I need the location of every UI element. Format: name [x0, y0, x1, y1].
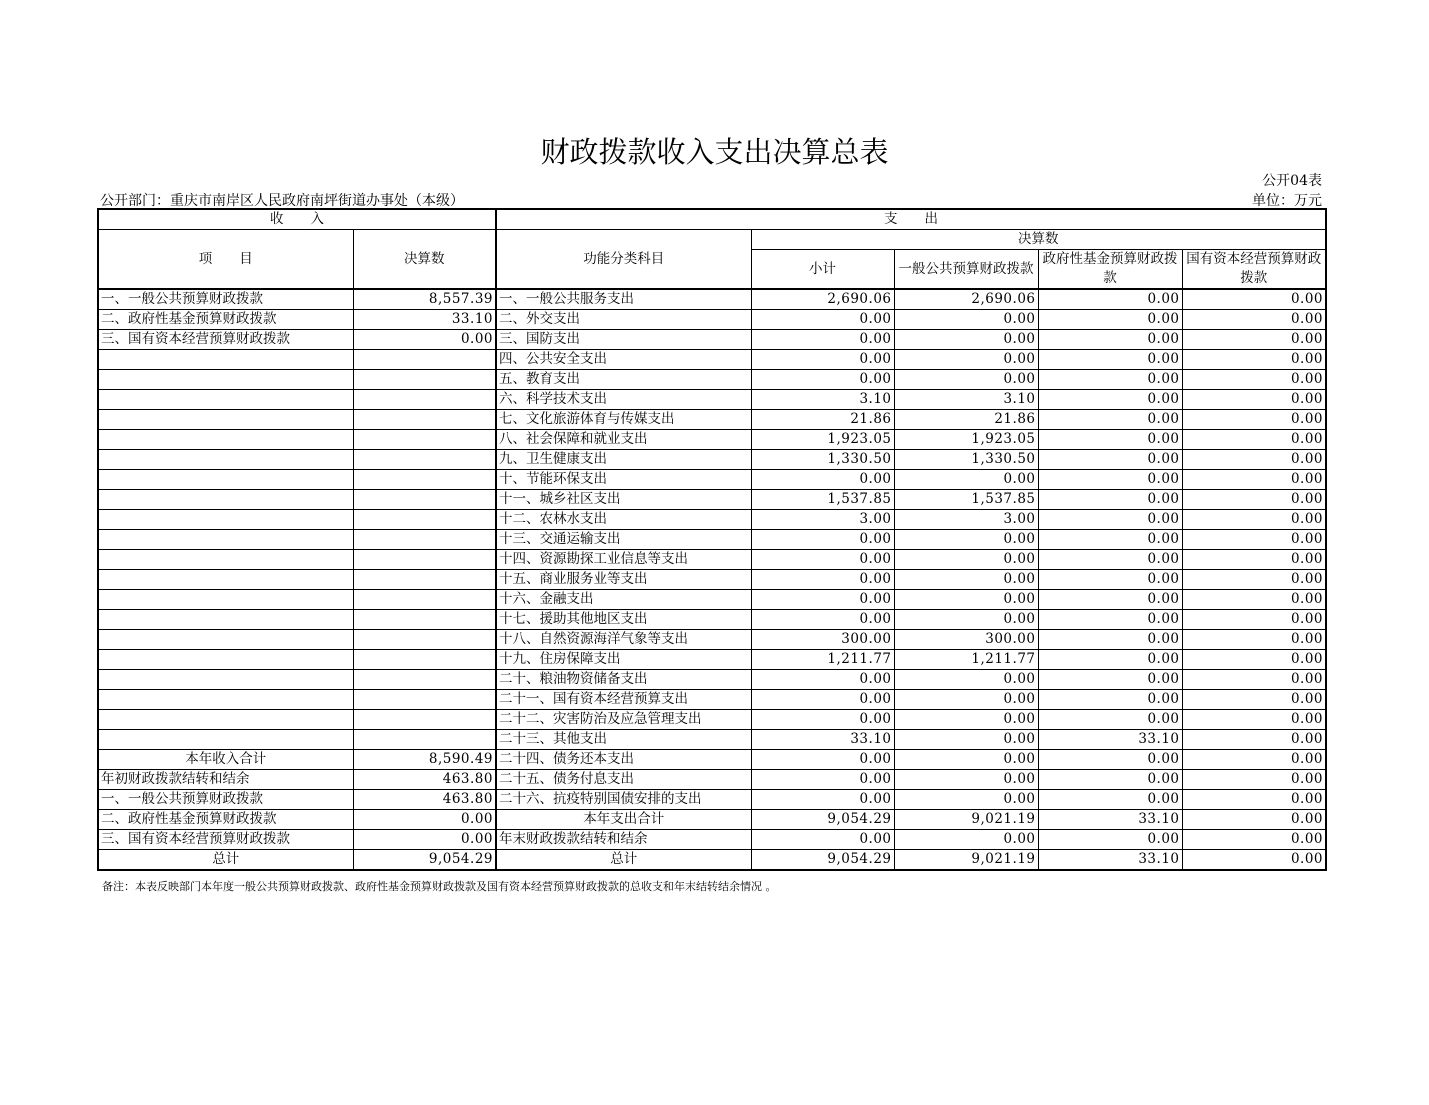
gov-fund-cell: 0.00 — [1038, 710, 1182, 730]
income-amount-cell — [353, 470, 496, 490]
expense-item-cell: 十二、农林水支出 — [496, 510, 751, 530]
subtotal-cell: 0.00 — [751, 330, 894, 350]
general-budget-cell: 3.00 — [894, 510, 1038, 530]
gov-fund-cell: 0.00 — [1038, 490, 1182, 510]
table-row — [98, 710, 1326, 730]
general-budget-cell: 0.00 — [894, 530, 1038, 550]
expense-section-header: 支 出 — [496, 209, 1326, 230]
general-budget-cell: 1,211.77 — [894, 650, 1038, 670]
expense-item-cell: 二十一、国有资本经营预算支出 — [496, 690, 751, 710]
general-budget-cell: 1,330.50 — [894, 450, 1038, 470]
income-item-cell: 本年收入合计 — [98, 750, 353, 770]
income-amount-cell: 0.00 — [353, 830, 496, 850]
expense-item-cell: 八、社会保障和就业支出 — [496, 430, 751, 450]
income-amount-cell — [353, 730, 496, 750]
gov-fund-cell: 33.10 — [1038, 730, 1182, 750]
income-item-cell — [98, 510, 353, 530]
subtotal-cell: 1,330.50 — [751, 450, 894, 470]
general-budget-cell: 9,021.19 — [894, 850, 1038, 871]
income-item-cell: 二、政府性基金预算财政拨款 — [98, 310, 353, 330]
table-row — [98, 370, 1326, 390]
income-item-cell: 一、一般公共预算财政拨款 — [98, 289, 353, 310]
subtotal-cell: 21.86 — [751, 410, 894, 430]
table-row — [98, 450, 1326, 470]
expense-item-cell: 十九、住房保障支出 — [496, 650, 751, 670]
table-row — [98, 289, 1326, 310]
gov-fund-cell: 0.00 — [1038, 570, 1182, 590]
general-budget-cell: 0.00 — [894, 570, 1038, 590]
table-row — [98, 510, 1326, 530]
subtotal-cell: 0.00 — [751, 750, 894, 770]
subtotal-cell: 3.10 — [751, 390, 894, 410]
subtotal-cell: 0.00 — [751, 830, 894, 850]
table-body — [98, 289, 1326, 870]
table-row — [98, 410, 1326, 430]
gov-fund-cell: 0.00 — [1038, 510, 1182, 530]
state-capital-cell: 0.00 — [1182, 470, 1326, 490]
expense-item-cell: 本年支出合计 — [496, 810, 751, 830]
general-budget-cell: 2,690.06 — [894, 289, 1038, 310]
income-item-cell: 总计 — [98, 850, 353, 871]
table-row — [98, 610, 1326, 630]
general-budget-cell: 9,021.19 — [894, 810, 1038, 830]
subtotal-cell: 0.00 — [751, 310, 894, 330]
subtotal-cell: 1,537.85 — [751, 490, 894, 510]
state-capital-cell: 0.00 — [1182, 530, 1326, 550]
income-amount-cell: 9,054.29 — [353, 850, 496, 871]
gov-fund-cell: 0.00 — [1038, 610, 1182, 630]
page-title: 财政拨款收入支出决算总表 — [540, 135, 889, 169]
income-item-cell — [98, 630, 353, 650]
state-capital-cell: 0.00 — [1182, 850, 1326, 871]
expense-item-cell: 二十、粮油物资储备支出 — [496, 670, 751, 690]
general-budget-cell: 0.00 — [894, 690, 1038, 710]
state-capital-cell: 0.00 — [1182, 310, 1326, 330]
gov-fund-cell: 0.00 — [1038, 370, 1182, 390]
state-capital-cell: 0.00 — [1182, 350, 1326, 370]
income-amount-cell — [353, 490, 496, 510]
expense-item-cell: 十六、金融支出 — [496, 590, 751, 610]
income-amount-cell: 0.00 — [353, 810, 496, 830]
subtotal-cell: 2,690.06 — [751, 289, 894, 310]
state-capital-cell: 0.00 — [1182, 730, 1326, 750]
expense-item-cell: 三、国防支出 — [496, 330, 751, 350]
income-amount-cell — [353, 430, 496, 450]
expense-item-cell: 十、节能环保支出 — [496, 470, 751, 490]
table-row — [98, 530, 1326, 550]
expense-item-cell: 十五、商业服务业等支出 — [496, 570, 751, 590]
gov-fund-cell: 0.00 — [1038, 750, 1182, 770]
final-amount-group-header: 决算数 — [751, 230, 1326, 250]
table-row — [98, 770, 1326, 790]
state-capital-cell: 0.00 — [1182, 510, 1326, 530]
expense-item-cell: 九、卫生健康支出 — [496, 450, 751, 470]
expense-item-cell: 十三、交通运输支出 — [496, 530, 751, 550]
subtotal-cell: 0.00 — [751, 550, 894, 570]
income-amount-cell: 8,557.39 — [353, 289, 496, 310]
state-capital-cell: 0.00 — [1182, 830, 1326, 850]
expense-item-cell: 二、外交支出 — [496, 310, 751, 330]
subtotal-cell: 0.00 — [751, 610, 894, 630]
table-row — [98, 750, 1326, 770]
income-item-cell — [98, 390, 353, 410]
table-row — [98, 470, 1326, 490]
general-budget-cell: 1,923.05 — [894, 430, 1038, 450]
general-budget-cell: 0.00 — [894, 670, 1038, 690]
function-category-column-header: 功能分类科目 — [496, 230, 751, 290]
state-capital-cell: 0.00 — [1182, 430, 1326, 450]
income-item-cell: 二、政府性基金预算财政拨款 — [98, 810, 353, 830]
subtotal-cell: 3.00 — [751, 510, 894, 530]
income-amount-cell — [353, 590, 496, 610]
income-amount-cell: 463.80 — [353, 790, 496, 810]
department-label: 公开部门：重庆市南岸区人民政府南坪街道办事处（本级） — [100, 193, 464, 209]
income-amount-cell — [353, 390, 496, 410]
income-item-cell — [98, 650, 353, 670]
state-capital-cell: 0.00 — [1182, 490, 1326, 510]
state-capital-cell: 0.00 — [1182, 570, 1326, 590]
subtotal-cell: 9,054.29 — [751, 810, 894, 830]
general-budget-cell: 0.00 — [894, 770, 1038, 790]
state-capital-cell: 0.00 — [1182, 670, 1326, 690]
general-budget-cell: 0.00 — [894, 310, 1038, 330]
expense-item-cell: 一、一般公共服务支出 — [496, 289, 751, 310]
subtotal-cell: 0.00 — [751, 590, 894, 610]
income-amount-cell — [353, 550, 496, 570]
gov-fund-cell: 0.00 — [1038, 530, 1182, 550]
gov-fund-cell: 0.00 — [1038, 790, 1182, 810]
income-amount-cell — [353, 450, 496, 470]
table-row — [98, 550, 1326, 570]
general-budget-cell: 21.86 — [894, 410, 1038, 430]
state-capital-cell: 0.00 — [1182, 810, 1326, 830]
income-item-cell — [98, 670, 353, 690]
income-item-cell — [98, 710, 353, 730]
expense-item-cell: 二十六、抗疫特别国债安排的支出 — [496, 790, 751, 810]
income-item-cell — [98, 370, 353, 390]
table-row — [98, 790, 1326, 810]
expense-item-cell: 四、公共安全支出 — [496, 350, 751, 370]
gov-fund-cell: 0.00 — [1038, 330, 1182, 350]
income-amount-cell — [353, 650, 496, 670]
state-capital-cell: 0.00 — [1182, 410, 1326, 430]
general-budget-cell: 0.00 — [894, 610, 1038, 630]
gov-fund-cell: 0.00 — [1038, 350, 1182, 370]
income-amount-cell: 8,590.49 — [353, 750, 496, 770]
gov-fund-cell: 0.00 — [1038, 390, 1182, 410]
unit-label: 单位：万元 — [1252, 193, 1322, 209]
general-budget-column-header: 一般公共预算财政拨款 — [894, 250, 1038, 290]
table-row — [98, 630, 1326, 650]
expense-item-cell: 总计 — [496, 850, 751, 871]
expense-item-cell: 七、文化旅游体育与传媒支出 — [496, 410, 751, 430]
income-item-cell: 一、一般公共预算财政拨款 — [98, 790, 353, 810]
income-item-cell — [98, 590, 353, 610]
gov-fund-cell: 0.00 — [1038, 430, 1182, 450]
income-amount-cell — [353, 410, 496, 430]
table-row — [98, 830, 1326, 850]
general-budget-cell: 0.00 — [894, 350, 1038, 370]
general-budget-cell: 0.00 — [894, 330, 1038, 350]
gov-fund-cell: 0.00 — [1038, 830, 1182, 850]
state-capital-cell: 0.00 — [1182, 289, 1326, 310]
general-budget-cell: 0.00 — [894, 710, 1038, 730]
gov-fund-cell: 0.00 — [1038, 289, 1182, 310]
expense-item-cell: 五、教育支出 — [496, 370, 751, 390]
expense-item-cell: 二十四、债务还本支出 — [496, 750, 751, 770]
table-row — [98, 570, 1326, 590]
gov-fund-cell: 0.00 — [1038, 770, 1182, 790]
table-row — [98, 310, 1326, 330]
table-row — [98, 850, 1326, 871]
state-capital-cell: 0.00 — [1182, 450, 1326, 470]
general-budget-cell: 0.00 — [894, 750, 1038, 770]
state-capital-cell: 0.00 — [1182, 550, 1326, 570]
subtotal-cell: 0.00 — [751, 350, 894, 370]
subtotal-cell: 0.00 — [751, 470, 894, 490]
gov-fund-cell: 0.00 — [1038, 690, 1182, 710]
state-capital-cell: 0.00 — [1182, 630, 1326, 650]
gov-fund-cell: 33.10 — [1038, 810, 1182, 830]
table-row — [98, 590, 1326, 610]
income-item-cell — [98, 450, 353, 470]
income-item-cell: 三、国有资本经营预算财政拨款 — [98, 330, 353, 350]
footnote: 备注：本表反映部门本年度一般公共预算财政拨款、政府性基金预算财政拨款及国有资本经营预算财政拨款的总收支和年末结转结余情况 。 — [102, 880, 777, 893]
state-capital-cell: 0.00 — [1182, 610, 1326, 630]
income-item-cell — [98, 350, 353, 370]
income-item-cell — [98, 530, 353, 550]
general-budget-cell: 0.00 — [894, 470, 1038, 490]
state-capital-cell: 0.00 — [1182, 370, 1326, 390]
subtotal-cell: 0.00 — [751, 790, 894, 810]
table-code: 公开04表 — [1262, 173, 1322, 189]
table-row — [98, 350, 1326, 370]
expense-item-cell: 二十三、其他支出 — [496, 730, 751, 750]
gov-fund-cell: 0.00 — [1038, 450, 1182, 470]
expense-item-cell: 二十二、灾害防治及应急管理支出 — [496, 710, 751, 730]
table-row — [98, 430, 1326, 450]
general-budget-cell: 0.00 — [894, 370, 1038, 390]
table-row — [98, 670, 1326, 690]
state-capital-cell: 0.00 — [1182, 330, 1326, 350]
income-item-cell — [98, 550, 353, 570]
income-item-cell — [98, 730, 353, 750]
general-budget-cell: 3.10 — [894, 390, 1038, 410]
subtotal-cell: 0.00 — [751, 690, 894, 710]
state-capital-cell: 0.00 — [1182, 790, 1326, 810]
table-row — [98, 330, 1326, 350]
state-capital-cell: 0.00 — [1182, 590, 1326, 610]
subtotal-cell: 0.00 — [751, 710, 894, 730]
expense-item-cell: 二十五、债务付息支出 — [496, 770, 751, 790]
income-amount-cell — [353, 350, 496, 370]
income-item-cell — [98, 570, 353, 590]
expense-item-cell: 十七、援助其他地区支出 — [496, 610, 751, 630]
income-item-cell — [98, 410, 353, 430]
subtotal-cell: 9,054.29 — [751, 850, 894, 871]
income-amount-cell — [353, 710, 496, 730]
general-budget-cell: 0.00 — [894, 550, 1038, 570]
income-amount-cell — [353, 610, 496, 630]
state-capital-cell: 0.00 — [1182, 770, 1326, 790]
table-row — [98, 650, 1326, 670]
income-item-cell — [98, 690, 353, 710]
income-amount-cell: 33.10 — [353, 310, 496, 330]
income-amount-cell — [353, 510, 496, 530]
income-amount-cell: 463.80 — [353, 770, 496, 790]
income-item-cell — [98, 610, 353, 630]
table-row — [98, 730, 1326, 750]
income-item-cell — [98, 490, 353, 510]
state-capital-cell: 0.00 — [1182, 390, 1326, 410]
general-budget-cell: 0.00 — [894, 790, 1038, 810]
expense-item-cell: 十四、资源勘探工业信息等支出 — [496, 550, 751, 570]
income-item-cell: 三、国有资本经营预算财政拨款 — [98, 830, 353, 850]
gov-fund-cell: 0.00 — [1038, 550, 1182, 570]
subtotal-column-header: 小计 — [751, 250, 894, 290]
subtotal-cell: 0.00 — [751, 530, 894, 550]
income-amount-cell — [353, 690, 496, 710]
general-budget-cell: 0.00 — [894, 590, 1038, 610]
state-capital-cell: 0.00 — [1182, 750, 1326, 770]
expense-item-cell: 六、科学技术支出 — [496, 390, 751, 410]
gov-fund-cell: 0.00 — [1038, 670, 1182, 690]
table-row — [98, 390, 1326, 410]
general-budget-cell: 1,537.85 — [894, 490, 1038, 510]
income-amount-cell — [353, 630, 496, 650]
table-row — [98, 490, 1326, 510]
item-column-header: 项 目 — [98, 230, 353, 290]
general-budget-cell: 0.00 — [894, 830, 1038, 850]
income-amount-cell — [353, 370, 496, 390]
subtotal-cell: 0.00 — [751, 370, 894, 390]
subtotal-cell: 1,923.05 — [751, 430, 894, 450]
income-item-cell — [98, 470, 353, 490]
income-section-header: 收 入 — [98, 209, 496, 230]
gov-fund-column-header: 政府性基金预算财政拨款 — [1038, 250, 1182, 290]
general-budget-cell: 300.00 — [894, 630, 1038, 650]
subtotal-cell: 0.00 — [751, 570, 894, 590]
income-amount-cell — [353, 670, 496, 690]
gov-fund-cell: 0.00 — [1038, 310, 1182, 330]
table-row — [98, 810, 1326, 830]
income-amount-cell — [353, 570, 496, 590]
expense-item-cell: 十八、自然资源海洋气象等支出 — [496, 630, 751, 650]
income-item-cell: 年初财政拨款结转和结余 — [98, 770, 353, 790]
state-capital-column-header: 国有资本经营预算财政拨款 — [1182, 250, 1326, 290]
subtotal-cell: 300.00 — [751, 630, 894, 650]
gov-fund-cell: 0.00 — [1038, 410, 1182, 430]
expense-item-cell: 十一、城乡社区支出 — [496, 490, 751, 510]
subtotal-cell: 33.10 — [751, 730, 894, 750]
expense-item-cell: 年末财政拨款结转和结余 — [496, 830, 751, 850]
table-row — [98, 690, 1326, 710]
gov-fund-cell: 0.00 — [1038, 650, 1182, 670]
gov-fund-cell: 0.00 — [1038, 630, 1182, 650]
income-item-cell — [98, 430, 353, 450]
state-capital-cell: 0.00 — [1182, 710, 1326, 730]
state-capital-cell: 0.00 — [1182, 650, 1326, 670]
gov-fund-cell: 0.00 — [1038, 590, 1182, 610]
gov-fund-cell: 0.00 — [1038, 470, 1182, 490]
income-amount-column-header: 决算数 — [353, 230, 496, 290]
general-budget-cell: 0.00 — [894, 730, 1038, 750]
fiscal-summary-table — [97, 208, 1327, 871]
state-capital-cell: 0.00 — [1182, 690, 1326, 710]
gov-fund-cell: 33.10 — [1038, 850, 1182, 871]
income-amount-cell: 0.00 — [353, 330, 496, 350]
subtotal-cell: 1,211.77 — [751, 650, 894, 670]
subtotal-cell: 0.00 — [751, 770, 894, 790]
income-amount-cell — [353, 530, 496, 550]
subtotal-cell: 0.00 — [751, 670, 894, 690]
